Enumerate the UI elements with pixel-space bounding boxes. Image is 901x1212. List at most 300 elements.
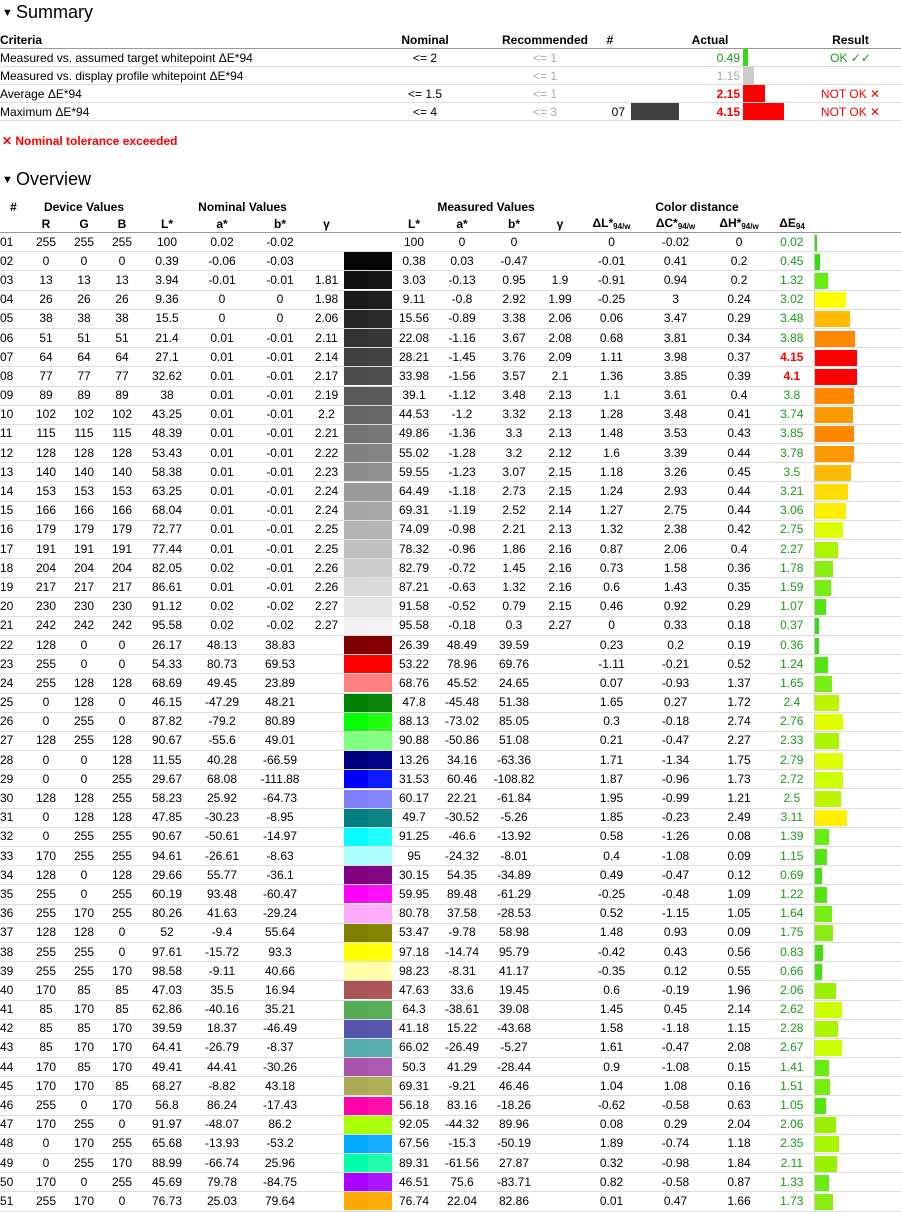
delta-l-cell: 0.07 [580, 674, 643, 693]
delta-l-cell: 1.87 [580, 770, 643, 789]
nominal-swatch [344, 885, 368, 904]
table-row [0, 751, 901, 770]
nominal-b-cell: 48.21 [251, 693, 309, 712]
measured-b-cell: 3.32 [488, 405, 540, 424]
measured-b-cell: 0 [488, 233, 540, 252]
measured-color [368, 1077, 392, 1095]
nominal-b-cell: 0 [251, 309, 309, 328]
nominal-cell: <= 4 [355, 103, 495, 121]
nominal-gamma-cell [309, 1096, 344, 1115]
patch-number-cell: 09 [0, 386, 27, 405]
measured-gamma-cell: 2.13 [540, 520, 580, 539]
table-row [0, 540, 901, 559]
measured-b-cell: 51.08 [488, 731, 540, 750]
nominal-color [344, 329, 368, 347]
table-row [0, 770, 901, 789]
device-b-cell: 242 [103, 616, 141, 635]
delta-h-cell: 0.36 [708, 559, 770, 578]
delta-e-bar-cell [814, 655, 901, 674]
measured-l-cell: 98.23 [392, 962, 436, 981]
device-b-cell: 0 [103, 252, 141, 271]
nominal-swatch [344, 635, 368, 654]
summary-row [0, 67, 901, 85]
measured-swatch [368, 981, 392, 1000]
patch-number-cell: 50 [0, 1173, 27, 1192]
delta-c-cell: 2.06 [643, 540, 708, 559]
measured-color [368, 809, 392, 827]
delta-e-cell: 1.65 [770, 674, 814, 693]
device-values-header: Device Values [43, 199, 125, 214]
measured-values-header: Measured Values [437, 199, 535, 214]
delta-h-cell: 0.35 [708, 578, 770, 597]
summary-section-header[interactable] [2, 1, 93, 23]
nominal-swatch [344, 386, 368, 405]
nominal-l-cell: 53.43 [141, 444, 193, 463]
measured-b-cell: 82.86 [488, 1192, 540, 1211]
table-row [0, 597, 901, 616]
nominal-l-cell: 68.27 [141, 1077, 193, 1096]
measured-gamma-header: γ [540, 215, 580, 233]
nominal-swatch [344, 674, 368, 693]
device-g-cell: 166 [65, 501, 103, 520]
nominal-b-cell: 49.01 [251, 731, 309, 750]
measured-gamma-cell: 2.14 [540, 501, 580, 520]
delta-h-cell: 0.42 [708, 520, 770, 539]
nominal-l-cell: 87.82 [141, 712, 193, 731]
nominal-gamma-cell [309, 827, 344, 846]
measured-swatch [368, 1192, 392, 1211]
delta-e-bar-cell [814, 444, 901, 463]
nominal-color [344, 310, 368, 328]
patch-number-cell: 30 [0, 789, 27, 808]
measured-l-cell: 59.55 [392, 463, 436, 482]
nominal-b-cell: -14.97 [251, 827, 309, 846]
nominal-color [344, 252, 368, 270]
measured-swatch [368, 290, 392, 309]
patch-number-cell: 26 [0, 712, 27, 731]
device-g-cell: 140 [65, 463, 103, 482]
nominal-l-cell: 62.86 [141, 1000, 193, 1019]
delta-h-cell: 2.49 [708, 808, 770, 827]
nominal-a-cell: 55.77 [193, 866, 251, 885]
nominal-a-cell: -13.93 [193, 1134, 251, 1153]
swatch-subheader [344, 215, 392, 233]
delta-e-bar-cell [814, 463, 901, 482]
delta-c-cell: -0.47 [643, 866, 708, 885]
measured-l-cell: 47.63 [392, 981, 436, 1000]
nominal-color [344, 713, 368, 731]
delta-e-bar-cell [814, 712, 901, 731]
measured-l-cell: 44.53 [392, 405, 436, 424]
criteria-cell: Maximum ΔE*94 [0, 103, 355, 121]
measured-color [368, 310, 392, 328]
measured-color [368, 694, 392, 712]
measured-b-cell: -28.53 [488, 904, 540, 923]
measured-l-cell: 0.38 [392, 252, 436, 271]
device-g-cell: 170 [65, 1134, 103, 1153]
device-r-cell: 0 [27, 770, 65, 789]
delta-h-cell: 1.09 [708, 885, 770, 904]
bar-cell [740, 85, 800, 103]
delta-e-sub: 94 [795, 222, 805, 231]
measured-gamma-cell [540, 1000, 580, 1019]
nominal-gamma-cell [309, 1019, 344, 1038]
nominal-a-cell: 0.01 [193, 501, 251, 520]
patch-number-cell: 05 [0, 309, 27, 328]
nominal-gamma-cell: 2.26 [309, 578, 344, 597]
measured-gamma-cell: 2.12 [540, 444, 580, 463]
measured-color [368, 924, 392, 942]
patch-number-cell: 20 [0, 597, 27, 616]
delta-e-bar [815, 599, 826, 615]
device-b-cell: 0 [103, 923, 141, 942]
nominal-a-cell: 0.01 [193, 540, 251, 559]
nominal-a-cell: 0 [193, 309, 251, 328]
device-r-cell: 0 [27, 1134, 65, 1153]
measured-l-cell: 59.95 [392, 885, 436, 904]
delta-e-cell: 2.5 [770, 789, 814, 808]
device-r-cell: 191 [27, 540, 65, 559]
table-row [0, 635, 901, 654]
device-b-cell: 170 [103, 1038, 141, 1057]
nominal-b-header: b* [251, 215, 309, 233]
nominal-a-cell: 0.01 [193, 348, 251, 367]
measured-b-cell: 2.21 [488, 520, 540, 539]
delta-c-cell: 1.08 [643, 1077, 708, 1096]
delta-h-cell: 0.45 [708, 463, 770, 482]
nominal-gamma-cell [309, 808, 344, 827]
delta-h-cell: 0.15 [708, 1058, 770, 1077]
blank-header [0, 215, 27, 233]
measured-a-cell: -61.56 [436, 1154, 488, 1173]
measured-swatch [368, 540, 392, 559]
measured-gamma-cell [540, 693, 580, 712]
tolerance-note: ✕ Nominal tolerance exceeded [2, 134, 178, 148]
nominal-swatch [344, 981, 368, 1000]
delta-e-cell: 2.4 [770, 693, 814, 712]
nominal-b-cell: 23.89 [251, 674, 309, 693]
device-b-cell: 64 [103, 348, 141, 367]
measured-color [368, 885, 392, 903]
delta-e-cell: 2.35 [770, 1134, 814, 1153]
nominal-b-cell: 0 [251, 290, 309, 309]
measured-swatch [368, 501, 392, 520]
delta-h-cell: 0.2 [708, 271, 770, 290]
measured-a-cell: 83.16 [436, 1096, 488, 1115]
device-g-cell: 255 [65, 962, 103, 981]
delta-e-bar-cell [814, 1173, 901, 1192]
nominal-l-cell: 68.04 [141, 501, 193, 520]
delta-l-cell: 1.28 [580, 405, 643, 424]
num-header: # [10, 199, 17, 214]
delta-c-cell: 3.81 [643, 328, 708, 347]
nominal-color [344, 751, 368, 769]
table-row [0, 923, 901, 942]
measured-gamma-cell: 2.16 [540, 540, 580, 559]
nominal-color [344, 521, 368, 539]
number-header: # [595, 32, 625, 49]
measured-gamma-cell [540, 1134, 580, 1153]
delta-c-cell: 3.53 [643, 424, 708, 443]
delta-h-cell: 1.18 [708, 1134, 770, 1153]
nominal-l-cell: 82.05 [141, 559, 193, 578]
measured-l-cell: 82.79 [392, 559, 436, 578]
delta-h-cell: 0.87 [708, 1173, 770, 1192]
measured-gamma-cell [540, 885, 580, 904]
device-r-cell: 217 [27, 578, 65, 597]
device-g-cell: 128 [65, 923, 103, 942]
device-r-cell: 255 [27, 962, 65, 981]
delta-e-cell: 1.41 [770, 1058, 814, 1077]
delta-c-cell: 1.43 [643, 578, 708, 597]
device-g-cell: 255 [65, 847, 103, 866]
delta-l-cell: 0.73 [580, 559, 643, 578]
device-b-cell: 128 [103, 866, 141, 885]
device-g-cell: 0 [65, 770, 103, 789]
measured-gamma-cell: 2.15 [540, 482, 580, 501]
device-b-cell: 255 [103, 1134, 141, 1153]
nominal-b-cell: -0.01 [251, 578, 309, 597]
measured-a-cell: 48.49 [436, 635, 488, 654]
nominal-a-cell: -9.11 [193, 962, 251, 981]
measured-swatch [368, 616, 392, 635]
measured-color [368, 291, 392, 309]
measured-a-cell: -30.52 [436, 808, 488, 827]
delta-e-cell: 1.78 [770, 559, 814, 578]
delta-h-header [708, 215, 770, 233]
nominal-l-cell: 43.25 [141, 405, 193, 424]
delta-c-cell: 0.29 [643, 1115, 708, 1134]
measured-gamma-cell [540, 635, 580, 654]
delta-h-cell: 1.96 [708, 981, 770, 1000]
nominal-b-cell: 93.3 [251, 942, 309, 961]
measured-color [368, 252, 392, 270]
delta-l-cell: 1.48 [580, 424, 643, 443]
measured-swatch [368, 904, 392, 923]
device-g-cell: 13 [65, 271, 103, 290]
measured-swatch [368, 252, 392, 271]
device-b-cell: 170 [103, 1154, 141, 1173]
nominal-swatch [344, 463, 368, 482]
nominal-gamma-cell [309, 1154, 344, 1173]
nominal-gamma-cell: 2.27 [309, 597, 344, 616]
delta-e-cell: 1.32 [770, 271, 814, 290]
measured-a-cell: 37.58 [436, 904, 488, 923]
delta-e-bar-cell [814, 981, 901, 1000]
delta-e-cell: 1.07 [770, 597, 814, 616]
nominal-l-cell: 77.44 [141, 540, 193, 559]
nominal-l-cell: 46.15 [141, 693, 193, 712]
overview-section-header[interactable] [2, 168, 91, 190]
nominal-a-cell: 25.92 [193, 789, 251, 808]
measured-a-cell: 33.6 [436, 981, 488, 1000]
measured-gamma-cell [540, 1096, 580, 1115]
delta-e-cell: 2.76 [770, 712, 814, 731]
nominal-color [344, 943, 368, 961]
delta-l-cell: 1.65 [580, 693, 643, 712]
measured-swatch [368, 712, 392, 731]
table-row [0, 1077, 901, 1096]
nominal-b-cell: 38.83 [251, 635, 309, 654]
nominal-a-cell: 0 [193, 290, 251, 309]
measured-gamma-cell [540, 866, 580, 885]
measured-gamma-cell [540, 751, 580, 770]
delta-e-cell: 3.88 [770, 328, 814, 347]
delta-c-cell: 3.47 [643, 309, 708, 328]
table-row [0, 847, 901, 866]
table-row [0, 1019, 901, 1038]
nominal-a-cell: 86.24 [193, 1096, 251, 1115]
delta-e-bar [815, 1098, 826, 1114]
patch-number-cell: 39 [0, 962, 27, 981]
measured-swatch [368, 655, 392, 674]
measured-l-cell: 89.31 [392, 1154, 436, 1173]
nominal-l-cell: 27.1 [141, 348, 193, 367]
measured-color [368, 617, 392, 635]
delta-e-bar [815, 1117, 836, 1133]
measured-l-cell: 88.13 [392, 712, 436, 731]
delta-e-bar-cell [814, 770, 901, 789]
measured-a-cell: -0.18 [436, 616, 488, 635]
measured-color [368, 444, 392, 462]
measured-color [368, 866, 392, 884]
measured-color [368, 348, 392, 366]
delta-e-bar-cell [814, 520, 901, 539]
device-b-cell: 255 [103, 233, 141, 252]
delta-e-bar [815, 657, 828, 673]
device-g-cell: 85 [65, 1058, 103, 1077]
nominal-gamma-cell [309, 674, 344, 693]
measured-a-cell: -1.28 [436, 444, 488, 463]
delta-e-bar-cell [814, 367, 901, 386]
delta-c-cell: 3.61 [643, 386, 708, 405]
table-row [0, 1058, 901, 1077]
nominal-b-cell: 40.66 [251, 962, 309, 981]
device-b-cell: 85 [103, 981, 141, 1000]
overview-title: Overview [16, 169, 92, 189]
nominal-swatch [344, 252, 368, 271]
measured-gamma-cell [540, 981, 580, 1000]
nominal-l-cell: 54.33 [141, 655, 193, 674]
measured-swatch [368, 482, 392, 501]
table-row [0, 808, 901, 827]
delta-l-cell: 1.45 [580, 1000, 643, 1019]
nominal-a-cell: -50.61 [193, 827, 251, 846]
patch-number-cell: 19 [0, 578, 27, 597]
device-g-cell: 0 [65, 635, 103, 654]
patch-number-cell: 35 [0, 885, 27, 904]
delta-c-cell: -0.96 [643, 770, 708, 789]
device-b-cell: 166 [103, 501, 141, 520]
summary-title: Summary [16, 2, 94, 22]
measured-a-cell: 15.22 [436, 1019, 488, 1038]
measured-b-cell: 3.57 [488, 367, 540, 386]
measured-gamma-cell: 2.09 [540, 348, 580, 367]
delta-e-bar [815, 1079, 830, 1095]
measured-a-cell: -50.86 [436, 731, 488, 750]
nominal-l-cell: 0.39 [141, 252, 193, 271]
measured-b-cell: -43.68 [488, 1019, 540, 1038]
nominal-b-cell: -66.59 [251, 751, 309, 770]
delta-e-bar [815, 1021, 838, 1037]
measured-color [368, 1116, 392, 1134]
measured-swatch [368, 789, 392, 808]
delta-l-header [580, 215, 643, 233]
delta-l-cell: 1.95 [580, 789, 643, 808]
patch-number-cell: 41 [0, 1000, 27, 1019]
delta-e-cell: 2.75 [770, 520, 814, 539]
patch-number-cell: 45 [0, 1077, 27, 1096]
delta-c-cell: 0.41 [643, 252, 708, 271]
recommended-cell: <= 1 [495, 49, 595, 67]
nominal-l-cell: 91.97 [141, 1115, 193, 1134]
delta-c-cell: -0.93 [643, 674, 708, 693]
delta-e-bar-cell [814, 904, 901, 923]
measured-l-cell: 33.98 [392, 367, 436, 386]
measured-swatch [368, 559, 392, 578]
actual-cell: 4.15 [680, 103, 740, 121]
delta-e-bar-cell [814, 348, 901, 367]
measured-swatch [368, 597, 392, 616]
measured-l-cell: 95.58 [392, 616, 436, 635]
delta-c-cell: 3.98 [643, 348, 708, 367]
measured-color [368, 770, 392, 788]
delta-c-cell: -0.47 [643, 1038, 708, 1057]
nominal-gamma-cell [309, 962, 344, 981]
measured-a-cell: -45.48 [436, 693, 488, 712]
delta-e-cell: 0.83 [770, 942, 814, 961]
patch-number-cell: 47 [0, 1115, 27, 1134]
nominal-a-cell: 0.01 [193, 520, 251, 539]
delta-e-bar [815, 522, 843, 538]
measured-l-cell: 49.86 [392, 424, 436, 443]
device-b-cell: 140 [103, 463, 141, 482]
patch-number-cell: 12 [0, 444, 27, 463]
g-header: G [65, 215, 103, 233]
nominal-b-cell: -8.63 [251, 847, 309, 866]
measured-swatch [368, 1038, 392, 1057]
nominal-gamma-cell: 2.17 [309, 367, 344, 386]
measured-swatch [368, 520, 392, 539]
device-g-cell: 77 [65, 367, 103, 386]
nominal-swatch [344, 923, 368, 942]
nominal-swatch [344, 1000, 368, 1019]
measured-a-cell: -1.23 [436, 463, 488, 482]
nominal-color [344, 483, 368, 501]
delta-c-cell: -1.18 [643, 1019, 708, 1038]
nominal-b-cell: -0.01 [251, 328, 309, 347]
summary-row [0, 85, 901, 103]
measured-swatch [368, 1173, 392, 1192]
nominal-color [344, 598, 368, 616]
patch-number-cell: 23 [0, 655, 27, 674]
delta-e-bar-cell [814, 1192, 901, 1211]
delta-c-cell: 2.38 [643, 520, 708, 539]
delta-e-bar [815, 638, 819, 654]
nominal-swatch [344, 962, 368, 981]
nominal-l-cell: 65.68 [141, 1134, 193, 1153]
delta-e-cell: 1.75 [770, 923, 814, 942]
nominal-b-cell: 25.96 [251, 1154, 309, 1173]
device-g-cell: 85 [65, 981, 103, 1000]
delta-e-bar-cell [814, 424, 901, 443]
nominal-swatch [344, 712, 368, 731]
device-r-cell: 85 [27, 1038, 65, 1057]
device-b-cell: 170 [103, 1019, 141, 1038]
nominal-gamma-cell: 2.22 [309, 444, 344, 463]
table-row [0, 290, 901, 309]
delta-l-label: ΔL* [592, 216, 614, 230]
